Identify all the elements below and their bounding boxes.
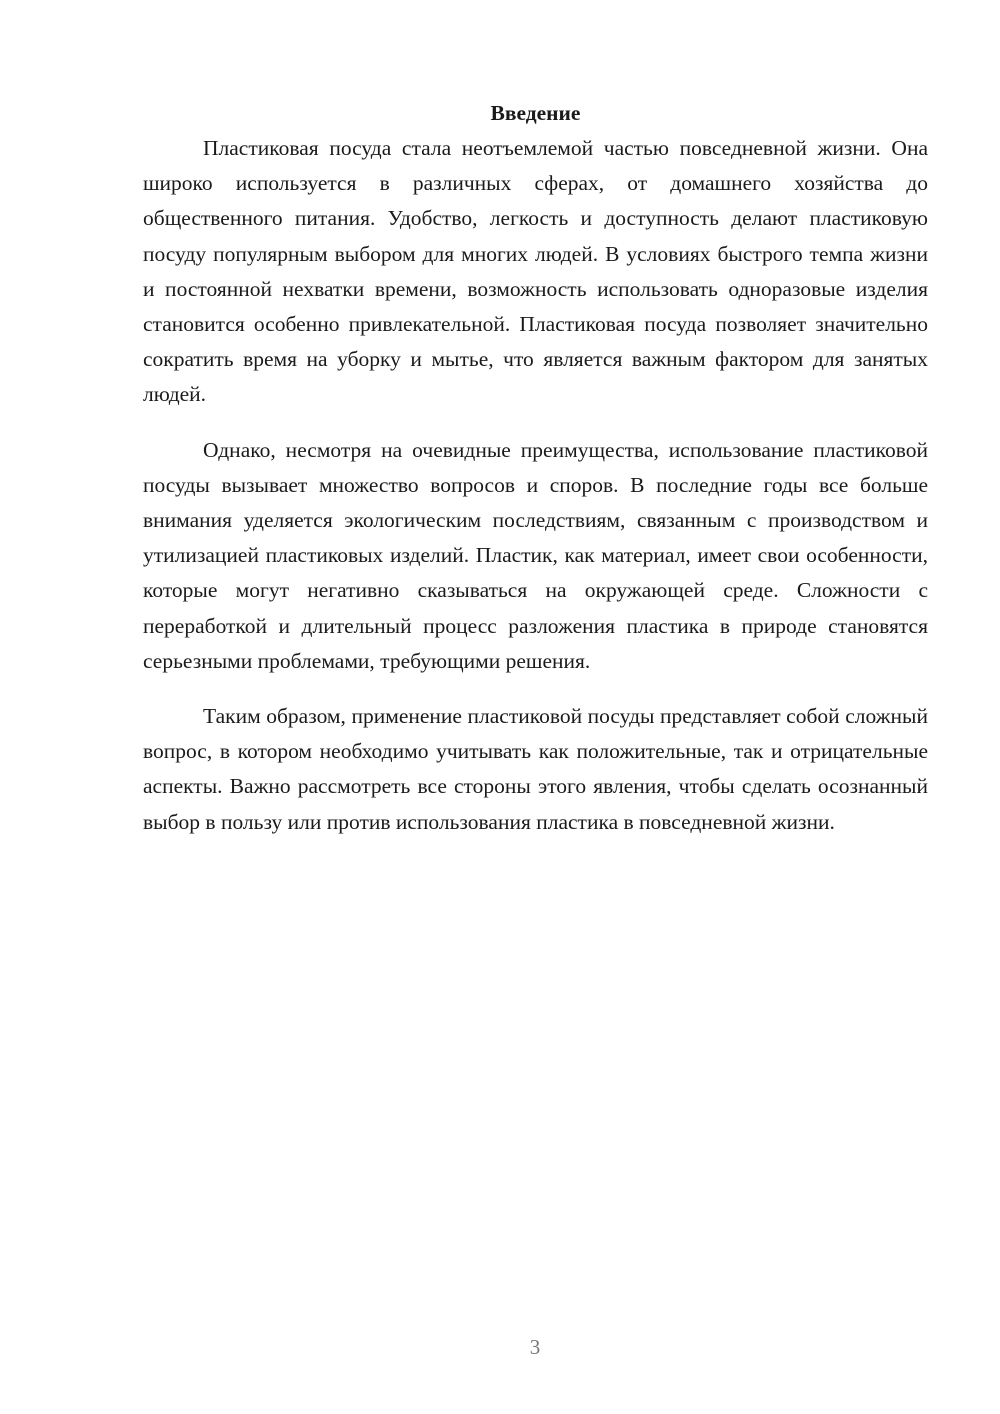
- page-number: 3: [529, 1335, 541, 1359]
- page-content: [143, 96, 928, 840]
- paragraph-3: Таким образом, применение пластиковой посуды представляет собой сложный вопрос, в котором необходимо учитывать как положительные, так и отрицательные аспекты. Важно рассмотреть все стороны этого явления, чтобы сделать осознанный выбор в пользу или против использования пластика в повседневной жизни.: [143, 704, 928, 834]
- section-title: Введение: [490, 101, 581, 125]
- paragraph-2: Однако, несмотря на очевидные преимущества, использование пластиковой посуды вызывает множество вопросов и споров. В последние годы все больше внимания уделяется экологическим последствиям, связанным с производством и утилизацией пластиковых изделий. Пластик, как материал, имеет свои особенности, которые могут негативно сказываться на окружающей среде. Сложности с переработкой и длительный процесс разложения пластика в природе становятся серьезными проблемами, требующими решения.: [143, 437, 928, 673]
- paragraph-1: Пластиковая посуда стала неотъемлемой частью повседневной жизни. Она широко используется в различных сферах, от домашнего хозяйства до общественного питания. Удобство, легкость и доступность делают пластиковую посуду популярным выбором для многих людей. В условиях быстрого темпа жизни и постоянной нехватки времени, возможность использовать одноразовые изделия становится особенно привлекательной. Пластиковая посуда позволяет значительно сократить время на уборку и мытье, что является важным фактором для занятых людей.: [143, 136, 928, 407]
